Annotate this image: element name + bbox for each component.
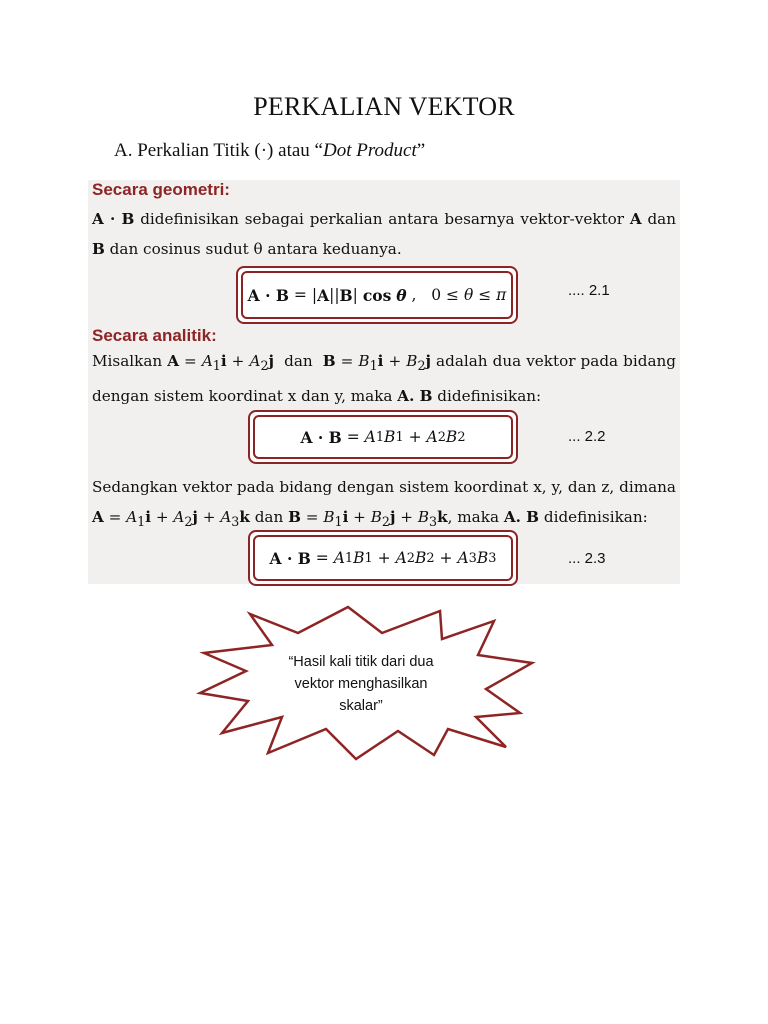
analytic-text-intro: Misalkan [92,352,168,370]
geometric-paragraph: A · B didefinisikan sebagai perkalian antara besarnya vektor-vektor A dan B dan cosinus sudut θ antara keduanya. [92,210,676,258]
equation-number-2-2: ... 2.2 [568,428,606,445]
callout-line-3: skalar” [339,698,383,714]
analytic-text-end: didefinisikan: [432,387,542,406]
definition-panel [88,180,680,584]
equation-2-3: A · B = A 1 B 1 + A 2 B 2 + A 3 B 3 [253,535,513,581]
geometric-heading: Secara geometri: [92,180,230,199]
analytic-3d-paragraph: Sedangkan vektor pada bidang dengan sistem koordinat x, y, dan z, dimana $A = A_1i + A_2j + A_3k$ dan $B = B_1i + B_2j + B_3k$, maka A. B didefinisikan: [92,478,676,530]
section-label: A. Perkalian Titik (·) atau “ [114,140,323,161]
geometric-text-3: dan cosinus sudut θ antara keduanya. [104,240,402,258]
page-title: PERKALIAN VEKTOR [253,92,515,121]
equation-number-2-3: ... 2.3 [568,550,606,567]
equation-number-2-1: .... 2.1 [568,282,610,299]
equation-box-2-3 [248,530,518,586]
analytic-heading: Secara analitik: [92,326,217,345]
equation-box-2-1 [236,266,518,324]
section-term: Dot Product [322,140,417,161]
callout-line-1: “Hasil kali titik dari dua [288,654,434,670]
section-close-quote: ” [416,140,426,161]
callout-text [281,651,441,717]
analytic-text-mid: adalah dua vektor pada bidang dengan sistem koordinat x dan y, maka [92,352,677,406]
equation-2-2: A · B = A 1 B 1 + A 2 B 2 [253,415,513,459]
geometric-text-1: didefinisikan sebagai perkalian antara besarnya vektor-vektor [134,210,630,228]
analytic-3d-text-1: Sedangkan vektor pada bidang dengan sistem koordinat x, y, dan z, dimana [92,478,676,496]
equation-box-2-2 [248,410,518,464]
analytic-3d-text-3: didefinisikan: [539,508,648,526]
callout-burst [186,605,536,765]
analytic-3d-text-2: , maka [447,508,504,526]
equation-2-1: A · B = | A || B | cos θ , 0 ≤ θ ≤ π [241,271,513,319]
section-heading [114,140,425,162]
geometric-text-2: dan [641,210,676,228]
analytic-paragraph: Misalkan $A = A_1i + A_2j$ dan $B = B_1i + B_2j$ adalah dua vektor pada bidang dengan sistem koordinat x dan y, maka A. B didefinisikan: [92,352,677,406]
callout-line-2: vektor menghasilkan [294,676,428,692]
